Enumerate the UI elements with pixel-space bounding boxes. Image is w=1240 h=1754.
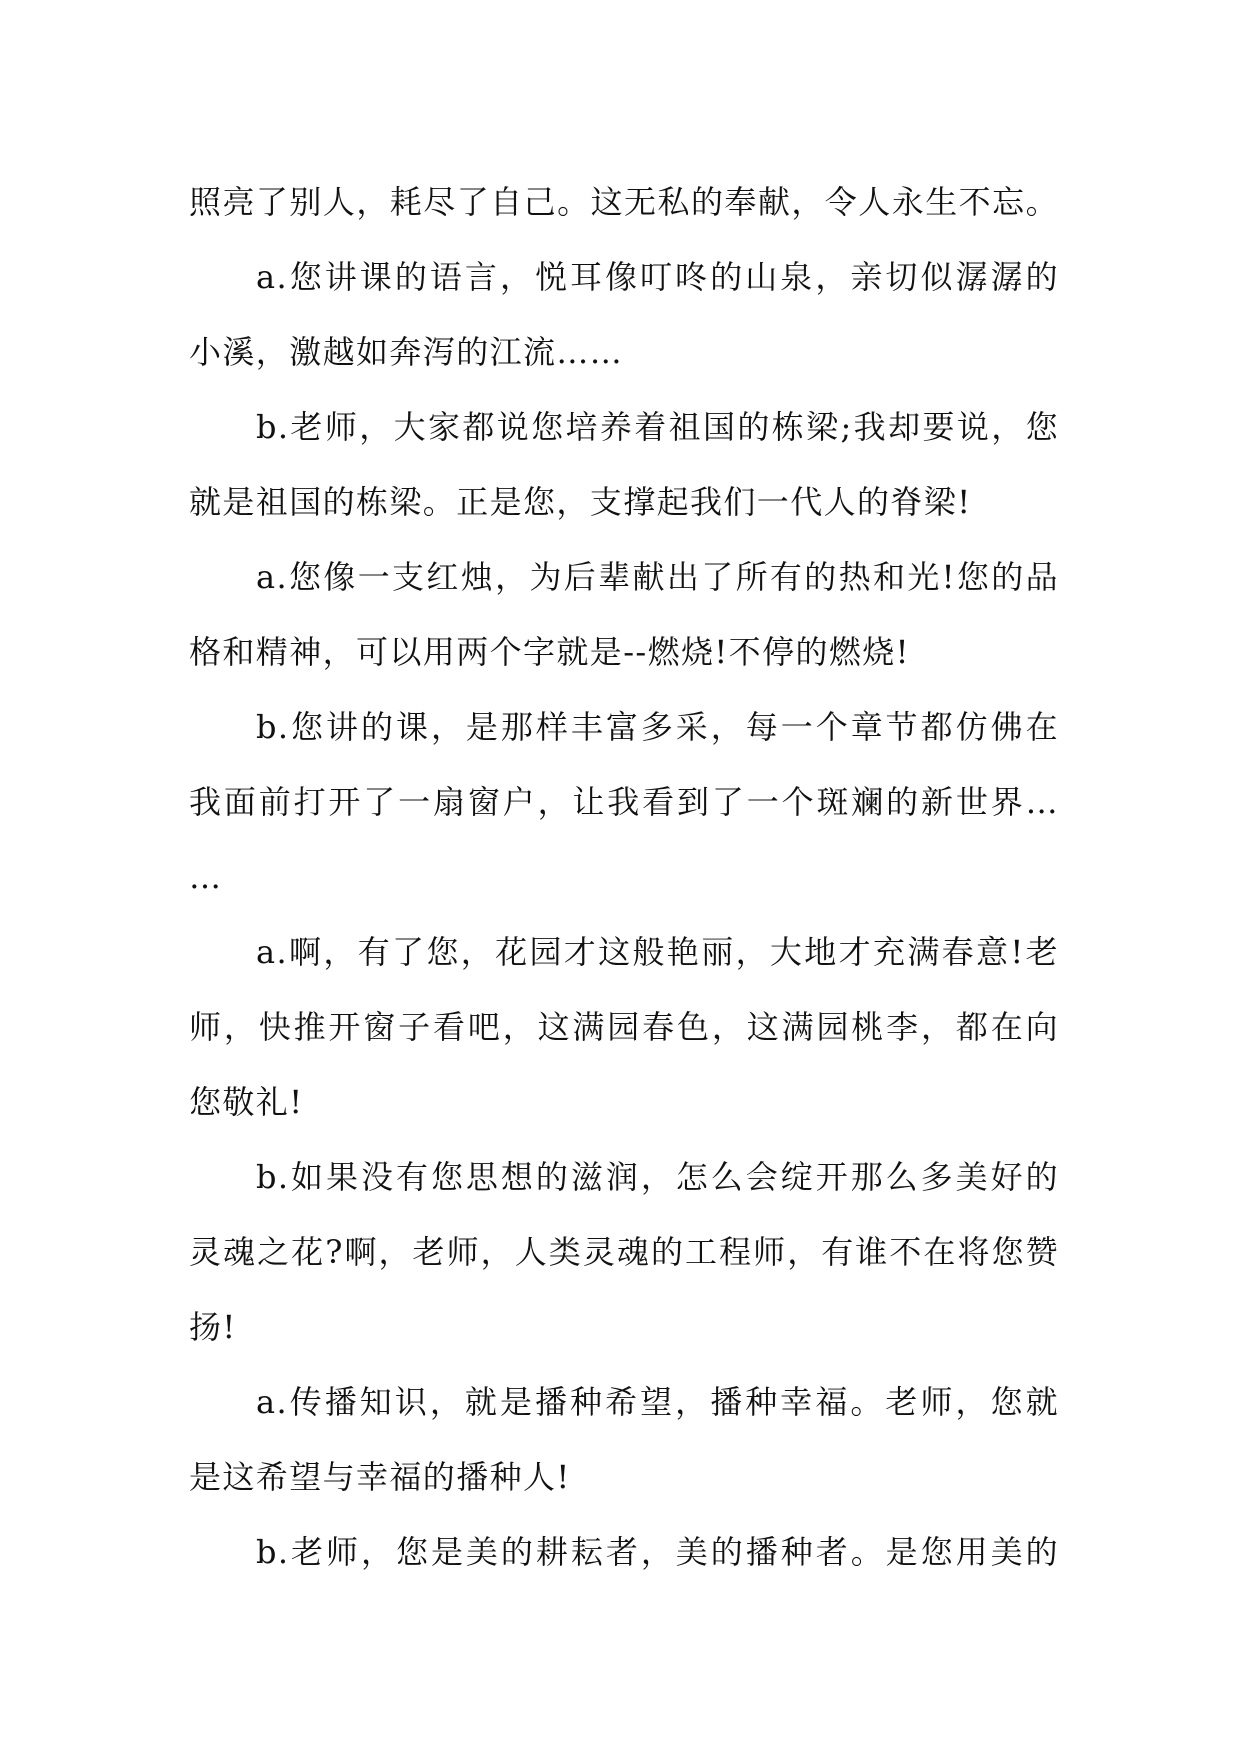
text-line: b.老师，大家都说您培养着祖国的栋梁;我却要说，您 [256,408,1059,446]
text-line: 我面前打开了一扇窗户，让我看到了一个斑斓的新世界… [189,783,1059,821]
text-line: b.您讲的课，是那样丰富多采，每一个章节都仿佛在 [256,708,1059,746]
paragraph [189,540,1061,690]
text-line: 灵魂之花?啊，老师，人类灵魂的工程师，有谁不在将您赞 [189,1233,1059,1271]
text-line: 照亮了别人，耗尽了自己。这无私的奉献，令人永生不忘。 [189,183,1059,221]
paragraph [189,165,1061,240]
paragraph [189,1140,1061,1365]
paragraph [189,240,1061,390]
text-line: a.传播知识，就是播种希望，播种幸福。老师，您就 [256,1383,1059,1421]
text-line: 格和精神，可以用两个字就是--燃烧!不停的燃烧! [189,633,910,671]
body-text [189,165,1061,1590]
paragraph [189,915,1061,1140]
text-line: b.老师，您是美的耕耘者，美的播种者。是您用美的 [256,1533,1059,1571]
text-line: 小溪，激越如奔泻的江流…… [189,333,624,371]
text-line: b.如果没有您思想的滋润，怎么会绽开那么多美好的 [256,1158,1059,1196]
text-line: a.您讲课的语言，悦耳像叮咚的山泉，亲切似潺潺的 [256,258,1059,296]
text-line: a.您像一支红烛，为后辈献出了所有的热和光!您的品 [256,558,1059,596]
text-line: 师，快推开窗子看吧，这满园春色，这满园桃李，都在向 [189,1008,1059,1046]
paragraph [189,1515,1061,1590]
paragraph [189,390,1061,540]
paragraph [189,1365,1061,1515]
text-line: … [189,858,223,896]
text-line: 是这希望与幸福的播种人! [189,1458,571,1496]
text-line: a.啊，有了您，花园才这般艳丽，大地才充满春意!老 [256,933,1059,971]
text-line: 您敬礼! [189,1083,304,1121]
text-line: 扬! [189,1308,237,1346]
text-line: 就是祖国的栋梁。正是您，支撑起我们一代人的脊梁! [189,483,972,521]
paragraph [189,690,1061,915]
